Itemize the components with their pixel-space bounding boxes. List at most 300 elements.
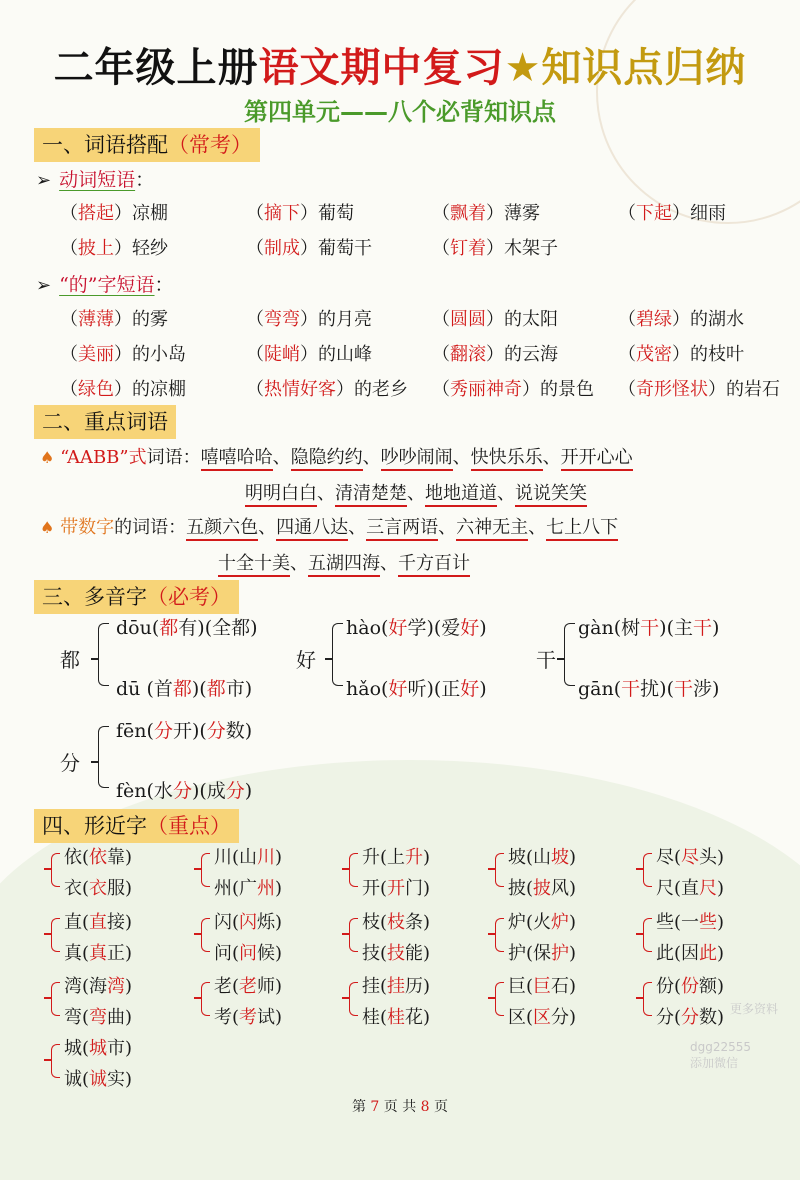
char-text: 额) bbox=[699, 976, 725, 997]
similar-char-line bbox=[64, 939, 132, 965]
phrase-item bbox=[618, 340, 744, 366]
red-brace-icon bbox=[51, 1044, 60, 1078]
similar-char-line bbox=[214, 908, 282, 934]
watermark-2: 更多资料 bbox=[730, 1002, 779, 1016]
number-word: 三言两语 bbox=[366, 517, 438, 541]
char-text: 枝( bbox=[362, 912, 388, 933]
brace-icon bbox=[564, 623, 575, 686]
brace-tick bbox=[91, 658, 99, 660]
phrase-answer: 碧绿 bbox=[636, 309, 672, 330]
section-1-label: 一、词语搭配 bbox=[42, 133, 168, 157]
aabb-word: 嘻嘻哈哈 bbox=[201, 447, 273, 471]
leaf-icon: ♠ bbox=[40, 518, 55, 537]
similar-char-line bbox=[508, 908, 576, 934]
red-brace-icon bbox=[495, 853, 504, 887]
brace-tick bbox=[488, 868, 496, 870]
separator: 、 bbox=[438, 517, 457, 538]
separator: 、 bbox=[452, 447, 471, 468]
highlight-char: 些 bbox=[699, 912, 718, 933]
similar-char-line bbox=[64, 843, 132, 869]
highlight-char: 干 bbox=[640, 617, 660, 639]
highlight-char: 份 bbox=[681, 976, 700, 997]
separator: 、 bbox=[348, 517, 367, 538]
aabb-label: “AABB”式 bbox=[60, 447, 147, 468]
phrase-answer: 弯弯 bbox=[264, 309, 300, 330]
char-text: 坡(山 bbox=[508, 847, 552, 868]
pinyin-text: 学)(爱 bbox=[407, 617, 461, 639]
char-text: 技( bbox=[362, 943, 388, 964]
red-brace-icon bbox=[349, 918, 358, 952]
char-text: 巨( bbox=[508, 976, 534, 997]
similar-char-line bbox=[362, 939, 430, 965]
section-2-heading bbox=[34, 405, 176, 439]
highlight-char: 干 bbox=[621, 678, 641, 700]
pinyin-text: ) bbox=[479, 617, 487, 639]
phrase-answer: 秀丽神奇 bbox=[450, 379, 522, 400]
section-4-note: （重点） bbox=[147, 814, 231, 838]
similar-char-line bbox=[214, 874, 282, 900]
char-text: 曲) bbox=[107, 1007, 133, 1028]
section-4-label: 四、形近字 bbox=[42, 814, 147, 838]
red-brace-icon bbox=[201, 918, 210, 952]
char-text: ) bbox=[125, 976, 133, 997]
subheading-colon: ： bbox=[135, 169, 155, 191]
highlight-char: 披 bbox=[533, 878, 552, 899]
brace-tick bbox=[194, 933, 202, 935]
phrase-bracket: （ bbox=[618, 309, 636, 330]
phrase-answer: 摘下 bbox=[264, 203, 300, 224]
similar-char-line bbox=[362, 1003, 430, 1029]
char-text: 靠) bbox=[107, 847, 133, 868]
pinyin-line bbox=[578, 613, 719, 640]
char-text: ) bbox=[717, 912, 725, 933]
phrase-answer: 圆圆 bbox=[450, 309, 486, 330]
star-icon: ★ bbox=[504, 45, 542, 91]
highlight-char: 老 bbox=[239, 976, 258, 997]
highlight-char: 技 bbox=[387, 943, 406, 964]
char-text: 市) bbox=[107, 1038, 133, 1059]
highlight-char: 都 bbox=[206, 678, 226, 700]
similar-char-line bbox=[656, 1003, 724, 1029]
separator: 、 bbox=[362, 447, 381, 468]
char-text: 真( bbox=[64, 943, 90, 964]
highlight-char: 都 bbox=[159, 617, 179, 639]
similar-char-line bbox=[362, 908, 430, 934]
brace-tick bbox=[44, 933, 52, 935]
phrase-rest: ）的凉棚 bbox=[114, 379, 186, 400]
watermark-id: dgg22555 bbox=[690, 1040, 752, 1054]
similar-char-line bbox=[656, 874, 724, 900]
char-text: 份( bbox=[656, 976, 682, 997]
phrase-item bbox=[246, 305, 372, 331]
highlight-char: 闪 bbox=[239, 912, 258, 933]
phrase-item bbox=[432, 305, 558, 331]
phrase-rest: ）葡萄干 bbox=[300, 238, 372, 259]
pinyin-text: 涉) bbox=[693, 678, 720, 700]
aabb-word: 说说笑笑 bbox=[515, 483, 587, 507]
phrase-bracket: （ bbox=[618, 203, 636, 224]
separator: 、 bbox=[272, 447, 291, 468]
red-brace-icon bbox=[349, 982, 358, 1016]
char-text: ) bbox=[569, 943, 577, 964]
highlight-char: 好 bbox=[388, 678, 408, 700]
char-text: 诚( bbox=[64, 1069, 90, 1090]
phrase-bracket: （ bbox=[246, 379, 264, 400]
page-title bbox=[0, 36, 800, 93]
phrase-item bbox=[60, 199, 168, 225]
phrase-rest: ）凉棚 bbox=[114, 203, 168, 224]
char-text: 升(上 bbox=[362, 847, 406, 868]
highlight-char: 挂 bbox=[387, 976, 406, 997]
polyphonic-char: 干 bbox=[536, 648, 556, 672]
phrase-answer: 热情好客 bbox=[264, 379, 336, 400]
red-brace-icon bbox=[643, 918, 652, 952]
similar-char-line bbox=[362, 843, 430, 869]
similar-char-line bbox=[508, 1003, 576, 1029]
separator: 、 bbox=[528, 517, 547, 538]
brace-tick bbox=[342, 997, 350, 999]
pinyin-text: )(主 bbox=[659, 617, 693, 639]
phrase-bracket: （ bbox=[60, 344, 78, 365]
char-text: 条) bbox=[405, 912, 431, 933]
phrase-bracket: （ bbox=[432, 344, 450, 365]
highlight-char: 好 bbox=[388, 617, 408, 639]
highlight-char: 巨 bbox=[533, 976, 552, 997]
phrase-item bbox=[246, 375, 408, 401]
char-text: ) bbox=[275, 847, 283, 868]
similar-char-line bbox=[656, 843, 724, 869]
char-text: 直( bbox=[64, 912, 90, 933]
aabb-label-tail: 词语： bbox=[146, 447, 201, 468]
char-text: 开( bbox=[362, 878, 388, 899]
red-brace-icon bbox=[495, 918, 504, 952]
similar-char-line bbox=[214, 843, 282, 869]
highlight-char: 好 bbox=[460, 617, 480, 639]
char-text: ) bbox=[423, 847, 431, 868]
brace-tick bbox=[44, 997, 52, 999]
highlight-char: 直 bbox=[89, 912, 108, 933]
polyphonic-char: 分 bbox=[60, 751, 80, 775]
char-text: 衣( bbox=[64, 878, 90, 899]
red-brace-icon bbox=[51, 853, 60, 887]
highlight-char: 坡 bbox=[551, 847, 570, 868]
phrase-answer: 飘着 bbox=[450, 203, 486, 224]
subheading-colon: ： bbox=[154, 274, 174, 296]
phrase-item bbox=[60, 234, 168, 260]
highlight-char: 问 bbox=[239, 943, 258, 964]
brace-tick bbox=[342, 933, 350, 935]
pinyin-line bbox=[578, 674, 719, 701]
number-word: 千方百计 bbox=[398, 553, 470, 577]
pinyin-text: hǎo( bbox=[346, 678, 389, 700]
separator: 、 bbox=[542, 447, 561, 468]
phrase-bracket: （ bbox=[60, 203, 78, 224]
brace-icon bbox=[98, 726, 109, 788]
phrase-answer: 奇形怪状 bbox=[636, 379, 708, 400]
red-brace-icon bbox=[495, 982, 504, 1016]
char-text: 实) bbox=[107, 1069, 133, 1090]
leaf-icon: ♠ bbox=[40, 448, 55, 467]
phrase-rest: ）的老乡 bbox=[336, 379, 408, 400]
similar-char-line bbox=[508, 972, 576, 998]
section-1-heading bbox=[34, 128, 260, 162]
highlight-char: 弯 bbox=[89, 1007, 108, 1028]
pinyin-text: dū (首 bbox=[116, 678, 173, 700]
phrase-answer: 翻滚 bbox=[450, 344, 486, 365]
char-text: 湾(海 bbox=[64, 976, 108, 997]
char-text: 分) bbox=[551, 1007, 577, 1028]
subheading-label: 动词短语 bbox=[59, 169, 136, 191]
phrase-rest: ）薄雾 bbox=[486, 203, 540, 224]
char-text: 接) bbox=[107, 912, 133, 933]
arrow-icon: ➢ bbox=[36, 275, 52, 296]
separator: 、 bbox=[317, 483, 335, 504]
brace-tick bbox=[194, 997, 202, 999]
phrase-bracket: （ bbox=[60, 238, 78, 259]
highlight-char: 炉 bbox=[551, 912, 570, 933]
section-3-heading bbox=[34, 580, 239, 614]
pinyin-text: 数) bbox=[225, 720, 253, 742]
phrase-rest: ）的景色 bbox=[522, 379, 594, 400]
char-text: 闪( bbox=[214, 912, 240, 933]
footer-text: 第 bbox=[351, 1099, 371, 1115]
char-text: 分( bbox=[656, 1007, 682, 1028]
phrase-rest: ）的云海 bbox=[486, 344, 558, 365]
char-text: 正) bbox=[107, 943, 133, 964]
highlight-char: 衣 bbox=[89, 878, 108, 899]
highlight-char: 诚 bbox=[89, 1069, 108, 1090]
separator: 、 bbox=[290, 553, 308, 574]
similar-char-line bbox=[64, 874, 132, 900]
phrase-bracket: （ bbox=[246, 344, 264, 365]
number-words-label: 带数字 bbox=[60, 517, 115, 538]
phrase-rest: ）轻纱 bbox=[114, 238, 168, 259]
phrase-item bbox=[246, 234, 372, 260]
char-text: 城( bbox=[64, 1038, 90, 1059]
phrase-bracket: （ bbox=[246, 238, 264, 259]
char-text: 挂( bbox=[362, 976, 388, 997]
pinyin-text: 扰)( bbox=[640, 678, 674, 700]
similar-char-line bbox=[64, 908, 132, 934]
phrase-item bbox=[618, 375, 780, 401]
similar-char-line bbox=[656, 972, 724, 998]
char-text: 川(山 bbox=[214, 847, 258, 868]
highlight-char: 好 bbox=[460, 678, 480, 700]
number-words-line-1 bbox=[40, 513, 618, 539]
aabb-word: 明明白白 bbox=[245, 483, 317, 507]
pinyin-text: ) bbox=[712, 617, 720, 639]
phrase-rest: ）的月亮 bbox=[300, 309, 372, 330]
phrase-rest: ）的湖水 bbox=[672, 309, 744, 330]
number-words-line-2 bbox=[218, 549, 470, 575]
char-text: 尽( bbox=[656, 847, 682, 868]
pinyin-text: 市) bbox=[225, 678, 253, 700]
phrase-rest: ）的雾 bbox=[114, 309, 168, 330]
polyphonic-char: 好 bbox=[296, 648, 316, 672]
pinyin-line bbox=[116, 674, 252, 701]
red-brace-icon bbox=[51, 918, 60, 952]
phrase-answer: 披上 bbox=[78, 238, 114, 259]
highlight-char: 真 bbox=[89, 943, 108, 964]
number-word-list bbox=[186, 517, 618, 541]
char-text: 州(广 bbox=[214, 878, 258, 899]
char-text: 头) bbox=[699, 847, 725, 868]
char-text: 此(因 bbox=[656, 943, 700, 964]
highlight-char: 干 bbox=[673, 678, 693, 700]
red-brace-icon bbox=[201, 853, 210, 887]
phrase-rest: ）的太阳 bbox=[486, 309, 558, 330]
brace-icon bbox=[332, 623, 343, 686]
char-text: 石) bbox=[551, 976, 577, 997]
phrase-item bbox=[618, 305, 744, 331]
phrase-bracket: （ bbox=[618, 344, 636, 365]
total-pages: 8 bbox=[420, 1099, 430, 1115]
aabb-word: 隐隐约约 bbox=[291, 447, 363, 471]
phrase-bracket: （ bbox=[432, 238, 450, 259]
highlight-char: 分 bbox=[681, 1007, 700, 1028]
char-text: ) bbox=[569, 847, 577, 868]
phrase-answer: 搭起 bbox=[78, 203, 114, 224]
separator: 、 bbox=[407, 483, 425, 504]
section-2-label: 二、重点词语 bbox=[42, 410, 168, 434]
char-text: 老( bbox=[214, 976, 240, 997]
highlight-char: 开 bbox=[387, 878, 406, 899]
red-brace-icon bbox=[349, 853, 358, 887]
phrase-answer: 薄薄 bbox=[78, 309, 114, 330]
red-brace-icon bbox=[51, 982, 60, 1016]
aabb-words-line-2 bbox=[245, 479, 587, 505]
watermark-line: 添加微信 bbox=[690, 1056, 739, 1070]
aabb-word: 快快乐乐 bbox=[471, 447, 543, 471]
phrase-bracket: （ bbox=[432, 309, 450, 330]
char-text: 弯( bbox=[64, 1007, 90, 1028]
char-text: 考( bbox=[214, 1007, 240, 1028]
polyphonic-char: 都 bbox=[60, 648, 80, 672]
subheading-verb-phrases bbox=[36, 165, 154, 192]
highlight-char: 尽 bbox=[681, 847, 700, 868]
char-text: 风) bbox=[551, 878, 577, 899]
section-4-heading bbox=[34, 809, 239, 843]
phrase-item bbox=[60, 375, 186, 401]
char-text: 依( bbox=[64, 847, 90, 868]
brace-tick bbox=[91, 761, 99, 763]
char-text: 炉(火 bbox=[508, 912, 552, 933]
phrase-item bbox=[618, 199, 726, 225]
highlight-char: 分 bbox=[225, 780, 245, 802]
highlight-char: 干 bbox=[692, 617, 712, 639]
section-3-label: 三、多音字 bbox=[42, 585, 147, 609]
phrase-item bbox=[60, 305, 168, 331]
brace-tick bbox=[488, 997, 496, 999]
phrase-item bbox=[432, 199, 540, 225]
section-1-note: （常考） bbox=[168, 133, 252, 157]
highlight-char: 此 bbox=[699, 943, 718, 964]
phrase-item bbox=[246, 199, 354, 225]
brace-tick bbox=[488, 933, 496, 935]
phrase-item bbox=[60, 340, 186, 366]
phrase-answer: 美丽 bbox=[78, 344, 114, 365]
pinyin-text: )(成 bbox=[191, 780, 226, 802]
section-3-note: （必考） bbox=[147, 585, 231, 609]
char-text: 尺(直 bbox=[656, 878, 700, 899]
phrase-answer: 制成 bbox=[264, 238, 300, 259]
char-text: 服) bbox=[107, 878, 133, 899]
highlight-char: 依 bbox=[89, 847, 108, 868]
similar-char-line bbox=[362, 874, 430, 900]
phrase-answer: 绿色 bbox=[78, 379, 114, 400]
highlight-char: 枝 bbox=[387, 912, 406, 933]
page-subtitle: 第四单元——八个必背知识点 bbox=[244, 98, 556, 126]
similar-char-line bbox=[64, 1003, 132, 1029]
footer-text: 页 共 bbox=[379, 1099, 421, 1115]
number-word: 六神无主 bbox=[456, 517, 528, 541]
phrase-rest: ）的枝叶 bbox=[672, 344, 744, 365]
char-text: 护(保 bbox=[508, 943, 552, 964]
brace-tick bbox=[636, 997, 644, 999]
red-brace-icon bbox=[643, 853, 652, 887]
highlight-char: 城 bbox=[89, 1038, 108, 1059]
phrase-bracket: （ bbox=[246, 203, 264, 224]
phrase-bracket: （ bbox=[432, 379, 450, 400]
char-text: 烁) bbox=[257, 912, 283, 933]
similar-char-line bbox=[214, 939, 282, 965]
phrase-item bbox=[432, 340, 558, 366]
phrase-rest: ）的山峰 bbox=[300, 344, 372, 365]
pinyin-line bbox=[116, 776, 252, 803]
phrase-item bbox=[246, 340, 372, 366]
pinyin-text: hào( bbox=[346, 617, 389, 639]
phrase-bracket: （ bbox=[60, 379, 78, 400]
pinyin-text: fēn( bbox=[116, 720, 154, 742]
separator: 、 bbox=[497, 483, 515, 504]
similar-char-line bbox=[362, 972, 430, 998]
char-text: 些(一 bbox=[656, 912, 700, 933]
brace-tick bbox=[44, 868, 52, 870]
subheading-de-phrases bbox=[36, 270, 174, 297]
phrase-answer: 钉着 bbox=[450, 238, 486, 259]
phrase-bracket: （ bbox=[432, 203, 450, 224]
brace-icon bbox=[98, 623, 109, 686]
pinyin-text: dōu( bbox=[116, 617, 160, 639]
similar-char-line bbox=[214, 1003, 282, 1029]
char-text: 能) bbox=[405, 943, 431, 964]
page-footer bbox=[0, 1096, 800, 1116]
similar-char-line bbox=[214, 972, 282, 998]
watermark bbox=[690, 1040, 751, 1071]
phrase-rest: ）葡萄 bbox=[300, 203, 354, 224]
phrase-rest: ）的小岛 bbox=[114, 344, 186, 365]
char-text: 历) bbox=[405, 976, 431, 997]
phrase-answer: 陡峭 bbox=[264, 344, 300, 365]
pinyin-text: 听)(正 bbox=[407, 678, 461, 700]
pinyin-line bbox=[346, 613, 487, 640]
phrase-rest: ）木架子 bbox=[486, 238, 558, 259]
title-part2: 语文期中复习 bbox=[258, 45, 505, 91]
similar-char-line bbox=[508, 874, 576, 900]
highlight-char: 护 bbox=[551, 943, 570, 964]
highlight-char: 分 bbox=[153, 720, 173, 742]
pinyin-text: gān( bbox=[578, 678, 622, 700]
number-word: 七上八下 bbox=[546, 517, 618, 541]
number-word: 十全十美 bbox=[218, 553, 290, 577]
highlight-char: 升 bbox=[405, 847, 424, 868]
highlight-char: 分 bbox=[206, 720, 226, 742]
brace-tick bbox=[636, 868, 644, 870]
char-text: 候) bbox=[257, 943, 283, 964]
similar-char-line bbox=[508, 843, 576, 869]
phrase-answer: 茂密 bbox=[636, 344, 672, 365]
phrase-rest: ）的岩石 bbox=[708, 379, 780, 400]
